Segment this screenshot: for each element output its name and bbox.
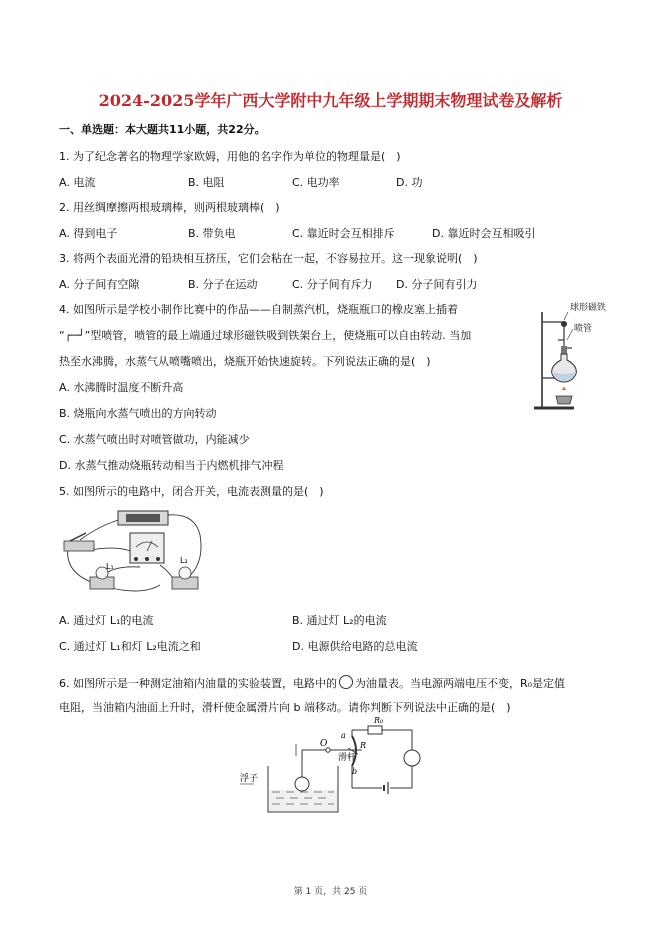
section-heading: 一、单选题：本大题共11小题，共22分。 xyxy=(59,123,266,136)
q2-option-d: D. 靠近时会互相吸引 xyxy=(432,227,536,240)
question-3-stem: 3. 将两个表面光滑的铅块相互挤压，它们会粘在一起，不容易拉开。这一现象说明( ) xyxy=(59,252,478,265)
question-6-stem-line-2: 电阻，当油箱内油面上升时，滑杆使金属滑片向 b 端移动。请你判断下列说法中正确的是( ) xyxy=(59,701,511,714)
q6-float-label: 浮子 xyxy=(240,774,259,784)
q5-circuit-figure xyxy=(60,505,210,600)
q1-option-b: B. 电阻 xyxy=(188,176,225,189)
q6-pivot-label: O xyxy=(320,739,328,749)
q4-option-c: C. 水蒸气喷出时对喷管做功，内能减少 xyxy=(59,433,250,446)
q3-option-d: D. 分子间有引力 xyxy=(396,278,478,291)
q2-option-b: B. 带负电 xyxy=(188,227,236,240)
page-footer: 第 1 页，共 25 页 xyxy=(293,887,368,897)
q4-option-d: D. 水蒸气推动烧瓶转动相当于内燃机排气冲程 xyxy=(59,459,284,472)
q2-option-a: A. 得到电子 xyxy=(59,227,118,240)
document-title: 2024-2025学年广西大学附中九年级上学期期末物理试卷及解析 xyxy=(98,91,563,110)
q6-stem-part-1: 6. 如图所示是一种测定油箱内油量的实验装置，电路中的 xyxy=(59,677,337,690)
q4-magnet-label: 球形磁铁 xyxy=(570,303,607,313)
question-6-stem-line-1 xyxy=(59,675,565,691)
q4-option-b: B. 烧瓶向水蒸气喷出的方向转动 xyxy=(59,407,217,420)
q4-nozzle-label: 喷管 xyxy=(574,324,593,334)
q5-option-c: C. 通过灯 L₁和灯 L₂电流之和 xyxy=(59,640,201,653)
question-4-stem-line-3: 热至水沸腾，水蒸气从喷嘴喷出，烧瓶开始快速旋转。下列说法正确的是( ) xyxy=(59,355,431,368)
q5-option-b: B. 通过灯 L₂的电流 xyxy=(292,614,387,627)
q5-l2-label: L₂ xyxy=(180,556,188,565)
question-4-stem-line-2: “┌─┘”型喷管，喷管的最上端通过球形磁铁吸到铁架台上，使烧瓶可以自由转动. 当加 xyxy=(59,329,472,342)
q2-option-c: C. 靠近时会互相排斥 xyxy=(292,227,395,240)
question-4-stem-line-1: 4. 如图所示是学校小制作比赛中的作品——自制蒸汽机，烧瓶瓶口的橡皮塞上插着 xyxy=(59,303,458,316)
q5-l1-label: L₁ xyxy=(106,562,114,571)
q4-option-a: A. 水沸腾时温度不断升高 xyxy=(59,381,184,394)
q6-r-label: R xyxy=(360,741,367,750)
q1-option-d: D. 功 xyxy=(396,176,423,189)
q5-option-a: A. 通过灯 L₁的电流 xyxy=(59,614,154,627)
q4-steam-engine-figure xyxy=(528,300,613,415)
q6-a-label: a xyxy=(341,731,346,740)
q6-rod-label: 滑杆 xyxy=(338,753,357,763)
q3-option-c: C. 分子间有斥力 xyxy=(292,278,373,291)
q6-b-label: b xyxy=(352,767,358,776)
oil-gauge-meter-icon xyxy=(339,675,353,689)
q3-option-a: A. 分子间有空隙 xyxy=(59,278,140,291)
q3-option-b: B. 分子在运动 xyxy=(188,278,258,291)
question-1-stem: 1. 为了纪念著名的物理学家欧姆，用他的名字作为单位的物理量是( ) xyxy=(59,150,401,163)
question-2-stem: 2. 用丝绸摩擦两根玻璃棒，则两根玻璃棒( ) xyxy=(59,201,280,214)
q5-option-d: D. 电源供给电路的总电流 xyxy=(292,640,418,653)
q1-option-a: A. 电流 xyxy=(59,176,96,189)
q6-oil-tank-figure xyxy=(240,716,430,818)
q1-option-c: C. 电功率 xyxy=(292,176,340,189)
question-5-stem: 5. 如图所示的电路中，闭合开关，电流表测量的是( ) xyxy=(59,485,324,498)
q6-r0-label: R₀ xyxy=(374,716,384,725)
q6-stem-part-2: 为油量表。当电源两端电压不变，R₀是定值 xyxy=(355,677,566,690)
